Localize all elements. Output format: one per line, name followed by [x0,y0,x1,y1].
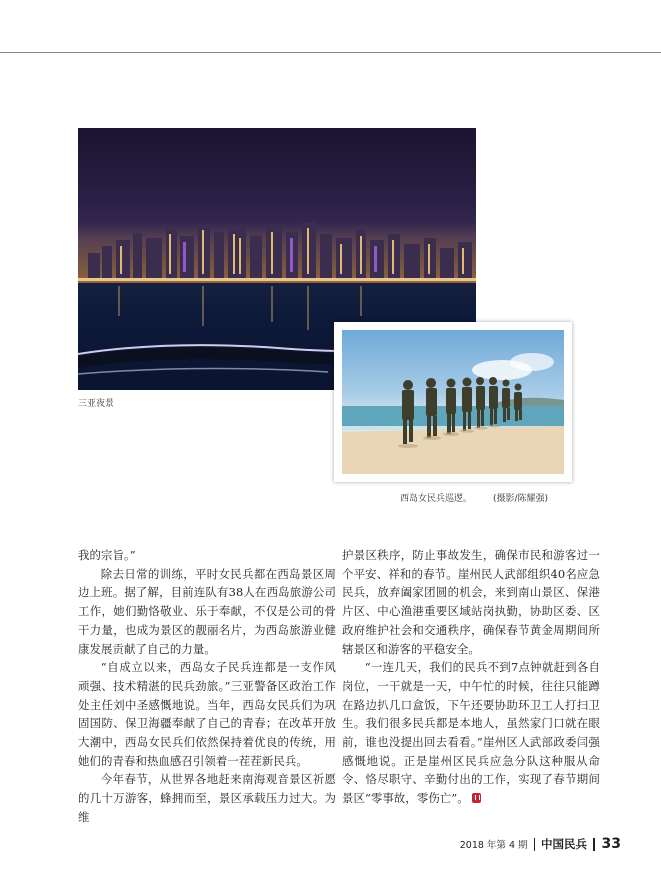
page-footer [460,836,621,852]
magazine-name: 中国民兵 [541,837,588,851]
article-paragraph: 除去日常的训练，平时女民兵都在西岛景区周边上班。据了解，目前连队有38人在西岛旅游公司工作，她们勤恪敬业、乐于奉献，不仅是公司的骨干力量，也成为景区的靓丽名片，为西岛旅游业健康发展贡献了自己的力量。 [78,566,336,656]
issue-label: 2018 年第 4 期 [459,840,528,851]
beach-patrol-photo [342,330,564,474]
beach-photo-caption: 西岛女民兵巡逻。 [400,494,473,504]
footer-divider [534,838,536,851]
article-paragraph: “自成立以来，西岛女子民兵连都是一支作风顽强、技术精湛的民兵劲旅。”三亚警备区政治工作处主任刘中圣感慨地说。当年，西岛女民兵们为巩固国防、保卫海疆奉献了自己的青春；在改革开放大潮中，西岛女民兵们依然保持着优良的传统，用她们的青春和热血感召引领着一茬茬新民兵。 [78,660,336,768]
article-left-column [78,546,336,827]
article-paragraph-last [342,658,600,808]
article-paragraph: 护景区秩序，防止事故发生，确保市民和游客过一个平安、祥和的春节。崖州民人武部组织40名应急民兵，放弃阖家团圆的机会，来到南山景区、保港片区、中心渔港重要区域站岗执勤，协助区委、区政府维护社会和交通秩序，确保春节黄金周期间所辖景区和游客的平稳安全。 [342,548,600,656]
article-paragraph: 今年春节，从世界各地赶来南海观音景区祈愿的几十万游客，蜂拥而至，景区承载压力过大。为维 [78,772,336,824]
footer-divider [593,838,595,851]
article-paragraph-text: “一连几天，我们的民兵不到7点钟就赶到各自岗位，一干就是一天，中午忙的时候，往往只能蹲在路边扒几口盒饭，下午还要协助环卫工人打扫卫生。我们很多民兵都是本地人，虽然家门口就在眼前，谁也没提出回去看看。”崖州区人武部政委闫强感慨地说。正是崖州区民兵应急分队这种服从命令、恪尽职守、辛勤付出的工作，实现了春节期间景区“零事故，零伤亡”。 [342,660,600,806]
beach-photo-frame [334,322,572,482]
article-right-column [342,546,600,808]
page-number: 33 [601,836,621,852]
article-paragraph: 我的宗旨。” [78,548,136,562]
night-photo-caption: 三亚夜景 [78,399,115,409]
header-rule [0,52,661,53]
beach-photo-credit: (摄影/陈耀强) [493,494,549,504]
end-of-article-icon [472,793,481,803]
beach-patrol-illustration [342,330,564,474]
